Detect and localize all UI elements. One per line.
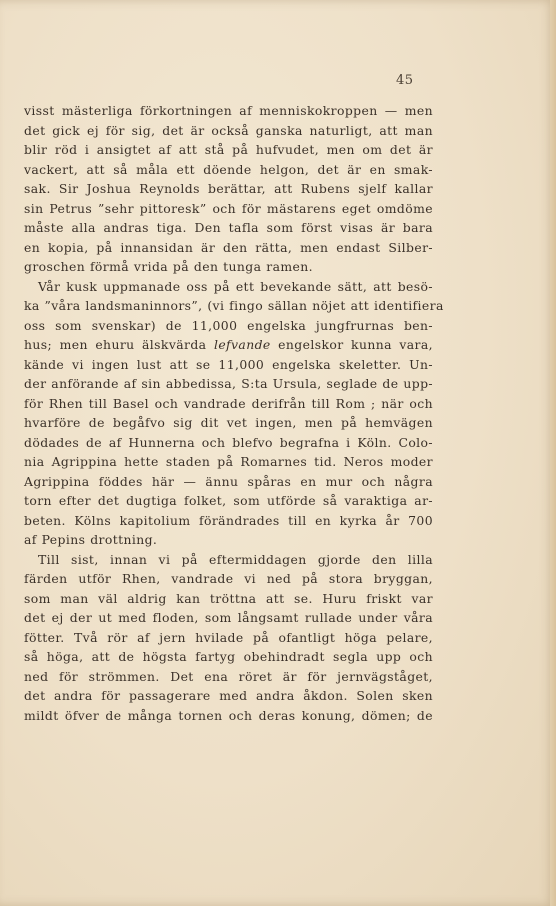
text-line: beten. Kölns kapitolium förändrades till en kyrka år 700	[24, 512, 433, 528]
text-line: ka ”våra landsmaninnors”, (vi fingo sällan nöjet att identifiera	[24, 298, 444, 313]
text-line-segment: engelskor kunna vara,	[270, 337, 433, 352]
text-line: oss som svenskar) de 11,000 engelska jungfrurnas ben-	[24, 317, 433, 333]
text-line: blir röd i ansigtet af att stå på hufvudet, men om det är	[24, 142, 433, 157]
body-text	[24, 101, 444, 725]
text-line: Vår kusk uppmanade oss på ett bevekande sätt, att besö-	[38, 278, 433, 294]
text-line: torn efter det dugtiga folket, som utförde så varaktiga ar-	[24, 493, 433, 508]
text-line: en kopia, på innansidan är den rätta, men endast Silber-	[24, 239, 433, 255]
text-line: mildt öfver de många tornen och deras konung, dömen; de	[24, 707, 433, 723]
text-line: visst mästerliga förkortningen af menniskokroppen — men	[24, 103, 433, 118]
text-line: Till sist, innan vi på eftermiddagen gjorde den lilla	[38, 551, 433, 567]
text-line: så höga, att de högsta fartyg obehindradt segla upp och	[24, 649, 433, 664]
page-number: 45	[396, 73, 414, 88]
italic-word: lefvande	[213, 337, 271, 352]
text-line: der anförande af sin abbedissa, S:ta Ursula, seglade de upp-	[24, 376, 433, 391]
text-line: sak. Sir Joshua Reynolds berättar, att Rubens sjelf kallar	[24, 181, 433, 196]
text-line: hvarföre de begåfvo sig dit vet ingen, men på hemvägen	[24, 415, 433, 430]
text-line	[24, 335, 433, 355]
text-line: det ej der ut med floden, som långsamt rullade under våra	[24, 610, 433, 625]
text-line: dödades de af Hunnerna och blefvo begrafna i Köln. Colo-	[24, 434, 433, 450]
text-line: sin Petrus ”sehr pittoresk” och för mästarens eget omdöme	[24, 200, 433, 216]
text-line: vackert, att så måla ett döende helgon, det är en smak-	[24, 161, 433, 177]
text-line: nia Agrippina hette staden på Romarnes tid. Neros moder	[24, 454, 433, 469]
page-edge	[550, 0, 556, 906]
text-line: Agrippina föddes här — ännu spåras en mur och några	[24, 473, 433, 489]
text-line: groschen förmå vrida på den tunga ramen.	[24, 259, 313, 274]
text-line: som man väl aldrig kan tröttna att se. Huru friskt var	[24, 590, 433, 606]
text-line: det gick ej för sig, det är också ganska naturligt, att man	[24, 122, 433, 138]
text-line: fötter. Två rör af jern hvilade på ofantligt höga pelare,	[24, 629, 433, 645]
text-line: det andra för passagerare med andra åkdon. Solen sken	[24, 688, 433, 703]
text-line: färden utför Rhen, vandrade vi ned på stora bryggan,	[24, 571, 433, 586]
text-line-segment: hus; men ehuru älskvärda	[24, 337, 214, 352]
text-line: måste alla andras tiga. Den tafla som först visas är bara	[24, 220, 433, 235]
text-line: kände vi ingen lust att se 11,000 engelska skeletter. Un-	[24, 356, 433, 372]
text-line: af Pepins drottning.	[24, 532, 158, 547]
text-line: för Rhen till Basel och vandrade derifrån till Rom ; när och	[24, 395, 433, 411]
text-line: ned för strömmen. Det ena röret är för jernvägståget,	[24, 668, 433, 684]
